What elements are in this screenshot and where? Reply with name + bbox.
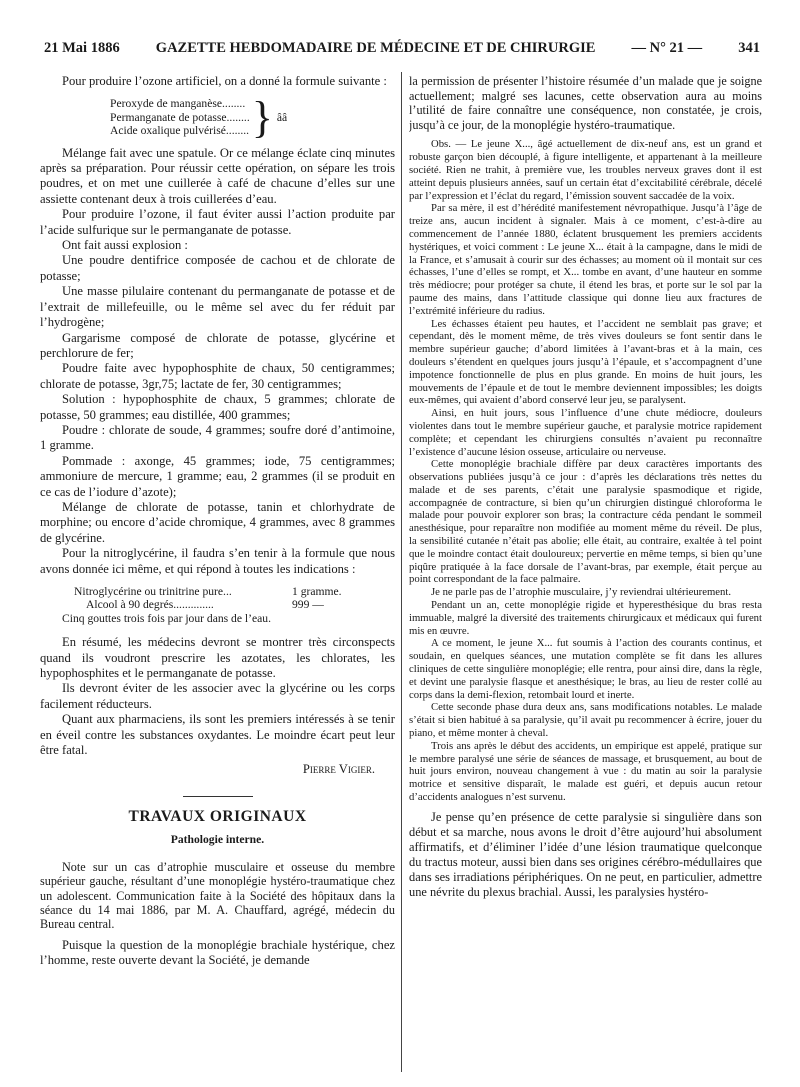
- section-title: TRAVAUX ORIGINAUX: [128, 807, 307, 825]
- dose-instructions: Cinq gouttes trois fois par jour dans de l’eau.: [62, 611, 271, 625]
- observation-paragraph: Pendant un an, cette monoplégie rigide et hyperesthésique du bras resta immuable, malgré la diversité des traitements chirurgicaux et médicaux qui furent mis en œuvre.: [409, 599, 762, 637]
- intro-paragraph: Pour produire l’ozone artificiel, on a donné la formule suivante :: [62, 74, 387, 88]
- paragraph: Solution : hypophosphite de chaux, 5 grammes; chlorate de potasse, 50 grammes; eau distillée, 400 grammes;: [40, 392, 395, 422]
- paragraph: Pour produire l’ozone, il faut éviter aussi l’action produite par l’acide sulfurique sur le permanganate de potasse.: [40, 207, 395, 237]
- formula-item: Acide oxalique pulvérisé........: [110, 124, 250, 138]
- formula-item: Permanganate de potasse........: [110, 110, 250, 124]
- observation-paragraph: Cette seconde phase dura deux ans, sans modifications notables. Le malade s’était si bien habitué à sa paralysie, qu’il avait pu recommencer à écrire, jouer du piano, et même monter à cheval.: [409, 701, 762, 740]
- observation-paragraph: A ce moment, le jeune X... fut soumis à l’action des courants continus, et soudain, en quelques séances, une mutation complète se fit dans les allures cliniques de cette singulière monoplégie; elle rentra, pour ainsi dire, dans la règle, et devint une paralysie flasque et anesthésique; le bras, au lieu de rester collé au corps dans la demi-flexion, retombait lourd et inerte.: [409, 637, 762, 701]
- paragraph: Poudre : chlorate de soude, 4 grammes; soufre doré d’antimoine, 1 gramme.: [40, 422, 395, 453]
- paragraph: Poudre faite avec hypophosphite de chaux, 50 centigrammes; chlorate de potasse, 3gr,75; lactate de fer, 30 centigrammes;: [40, 361, 395, 391]
- paragraph: Je pense qu’en présence de cette paralysie si singulière dans son début et sa marche, nous avons le droit d’être aujourd’hui absolument affirmatifs, et d’éliminer l’idée d’une lésion traumatique quelconque du tractus moteur, aussi bien dans ses origines cérébro-médullaires que dans ses irradiations périphériques. On ne peut, en particulier, admettre une névrite du plexus brachial. Aussi, les paralysies hystéro-: [409, 809, 762, 899]
- paragraph: Mélange de chlorate de potasse, tanin et chlorhydrate de morphine; ou encore d’acide chromique, 4 grammes, avec 8 grammes de glycérine.: [40, 499, 395, 545]
- dose-amount: 1 gramme.: [292, 585, 342, 598]
- observation-paragraph: Par sa mère, il est d’hérédité manifestement névropathique. Jusqu’à l’âge de treize ans, aucun incident à signaler. Mais à ce moment, c’est-à-dire au commencement de l’année 1880, éclatent brusquement les premiers accidents hystériques, et voici comment : Le jeune X... était à la campagne, dans le midi de la France, et s’amusait à courir sur des échasses; au moment où il montait sur ces échasses, l’une d’elles se rompt, et X... tombe en avant, d’une hauteur en somme très médiocre; pour protéger sa chute, il étend les bras, et porte sur le sol par la paume des mains, dans l’attitude classique qui donne lieu aux fractures de l’extrémité inférieure du radius.: [409, 202, 762, 317]
- ozone-formula: [110, 92, 395, 142]
- dose-ingredient: Alcool à 90 degrés..............: [86, 598, 214, 612]
- paragraph: Une poudre dentifrice composée de cachou et de chlorate de potasse;: [40, 253, 395, 283]
- paragraph: Une masse pilulaire contenant du permanganate de potasse et de l’extrait de millefeuille, ou le même sel avec du fer réduit par l’hydrogène;: [40, 284, 395, 330]
- paragraph: Ont fait aussi explosion :: [62, 238, 188, 253]
- paragraph: Mélange fait avec une spatule. Or ce mélange éclate cinq minutes après sa préparation. Pour réussir cette opération, on sépare les trois poudres, et on met une cuillerée à café de chacune d’elles sur une assiette contenant deux à trois cuillerées d’eau.: [40, 145, 395, 206]
- observation-paragraph: Je ne parle pas de l’atrophie musculaire, j’y reviendrai ultérieurement.: [431, 586, 732, 599]
- paragraph: Quant aux pharmaciens, ils sont les premiers intéressés à se tenir en éveil contre les substances oxydantes. Le moindre écart peut leur être fatal.: [40, 712, 395, 758]
- paragraph: Gargarisme composé de chlorate de potasse, glycérine et perchlorure de fer;: [40, 330, 395, 360]
- paragraph: Pommade : axonge, 45 grammes; iode, 75 centigrammes; ammoniure de mercure, 1 gramme; eau, 2 grammes (il se produit en ce cas de l’iodure d’azote);: [40, 453, 395, 499]
- section-subtitle: Pathologie interne.: [170, 833, 265, 847]
- paragraph: Ils devront éviter de les associer avec la glycérine ou les corps facilement réducteurs.: [40, 681, 395, 711]
- running-header: [44, 40, 760, 62]
- observation-paragraph: Obs. — Le jeune X..., âgé actuellement de dix-neuf ans, est un grand et robuste garçon bien découplé, à figure intelligente, et appartenant à la meilleure société. Rien ne trahit, à première vue, les troubles nerveux graves dont il est atteint depuis plusieurs années, sauf un certain état d’excitabilité cérébrale, décelé par l’expression et l’éclat du regard, l’émission souvent saccadée de la voix.: [409, 138, 762, 202]
- formula-quantity: ââ: [276, 110, 288, 124]
- column-divider: [401, 72, 402, 1072]
- section-divider: [183, 796, 253, 797]
- dose-amount: 999 —: [292, 598, 324, 612]
- header-date: 21 Mai 1886: [44, 40, 120, 56]
- observation-paragraph: Cette monoplégie brachiale diffère par deux caractères importants des observations publiées jusqu’à ce jour : d’après les déclarations très nettes du malade et de ses parents, c’était une paralysie spasmodique et rigide, accompagnée de contracture, si bien qu’un chirurgien distingué chloroforma le malade pour pouvoir explorer son bras; la contracture céda pendant le sommeil anesthésique, pour reparaître non modifiée au moment même du réveil. De plus, la sensibilité cutanée n’était pas abolie; elle était, au contraire, exaltée à tel point que le moindre contact était douloureux; pervertie en même temps, si bien qu’une piqûre pratiquée à la face dorsale de l’avant-bras, par exemple, était perçue au point correspondant de la face palmaire.: [409, 458, 762, 586]
- dose-ingredient: Nitroglycérine ou trinitrine pure...: [74, 585, 232, 598]
- observation-paragraph: Les échasses étaient peu hautes, et l’accident ne semblait pas grave; et cependant, dès le moment même, de très vives douleurs se font sentir dans le membre supérieur gauche; d’abord limitées à l’avant-bras et à la main, ces douleurs s’étendent en quelques jours jusqu’à l’épaule, et s’accompagnent d’une impotence fonctionnelle de plus en plus grande. En moins de huit jours, les mouvements de l’épaule et de tout le membre deviennent impossibles; les doigts eux-mêmes, qui avaient d’abord conservé leur jeu, se paralysent.: [409, 317, 762, 407]
- formula-brace: }: [251, 92, 273, 142]
- header-journal-title: GAZETTE HEBDOMADAIRE DE MÉDECINE ET DE CHIRURGIE: [155, 40, 596, 56]
- right-column: [409, 74, 762, 900]
- left-column: [40, 74, 395, 969]
- paragraph: Puisque la question de la monoplégie brachiale hystérique, chez l’homme, reste ouverte devant la Société, je demande: [40, 937, 395, 968]
- paragraph: En résumé, les médecins devront se montrer très circonspects quand ils voudront prescrire les azotates, les chlorates, les hypophosphites et le permanganate de potasse.: [40, 635, 395, 681]
- header-issue-number: — N° 21 —: [631, 40, 703, 56]
- nitroglycerin-prescription: [62, 585, 395, 625]
- article-title-note: Note sur un cas d’atrophie musculaire et osseuse du membre supérieur gauche, résultant d’une monoplégie hystéro-traumatique chez un adolescent. Communication faite à la Société des hôpitaux dans la séance du 14 mai 1886, par M. A. Chauffard, agrégé, médecin du Bureau central.: [40, 859, 395, 932]
- formula-item: Peroxyde de manganèse........: [110, 97, 246, 111]
- author-signature: Pierre Vigier.: [302, 762, 375, 777]
- observation-paragraph: Trois ans après le début des accidents, un empirique est appelé, pratique sur le membre paralysé une série de séances de massage, et brusquement, au bout de huit jours environ, nouveau changement à vue : du matin au soir la paralysie motrice et sensitive disparaît, le malade est guéri, et depuis aucun retour d’accidents analogues n’est survenu.: [409, 739, 762, 804]
- observation-paragraph: Ainsi, en huit jours, sous l’influence d’une chute médiocre, douleurs violentes dans tout le membre supérieur gauche, et paralysie motrice rapidement complète; et cependant les chirurgiens consultés n’avaient pu reconnaître l’existence d’aucune lésion osseuse, articulaire ou nerveuse.: [409, 407, 762, 458]
- paragraph: Pour la nitroglycérine, il faudra s’en tenir à la formule que nous avons donnée ici même, et qui répond à toutes les indications :: [40, 546, 395, 576]
- header-page-number: 341: [738, 40, 760, 56]
- paragraph: la permission de présenter l’histoire résumée d’un malade que je soigne actuellement; malgré ses lacunes, cette observation aura au moins l’utilité de faire connaître une conséquence, non constatée, je crois, jusqu’à ce jour, de la monoplégie hystéro-traumatique.: [409, 74, 762, 132]
